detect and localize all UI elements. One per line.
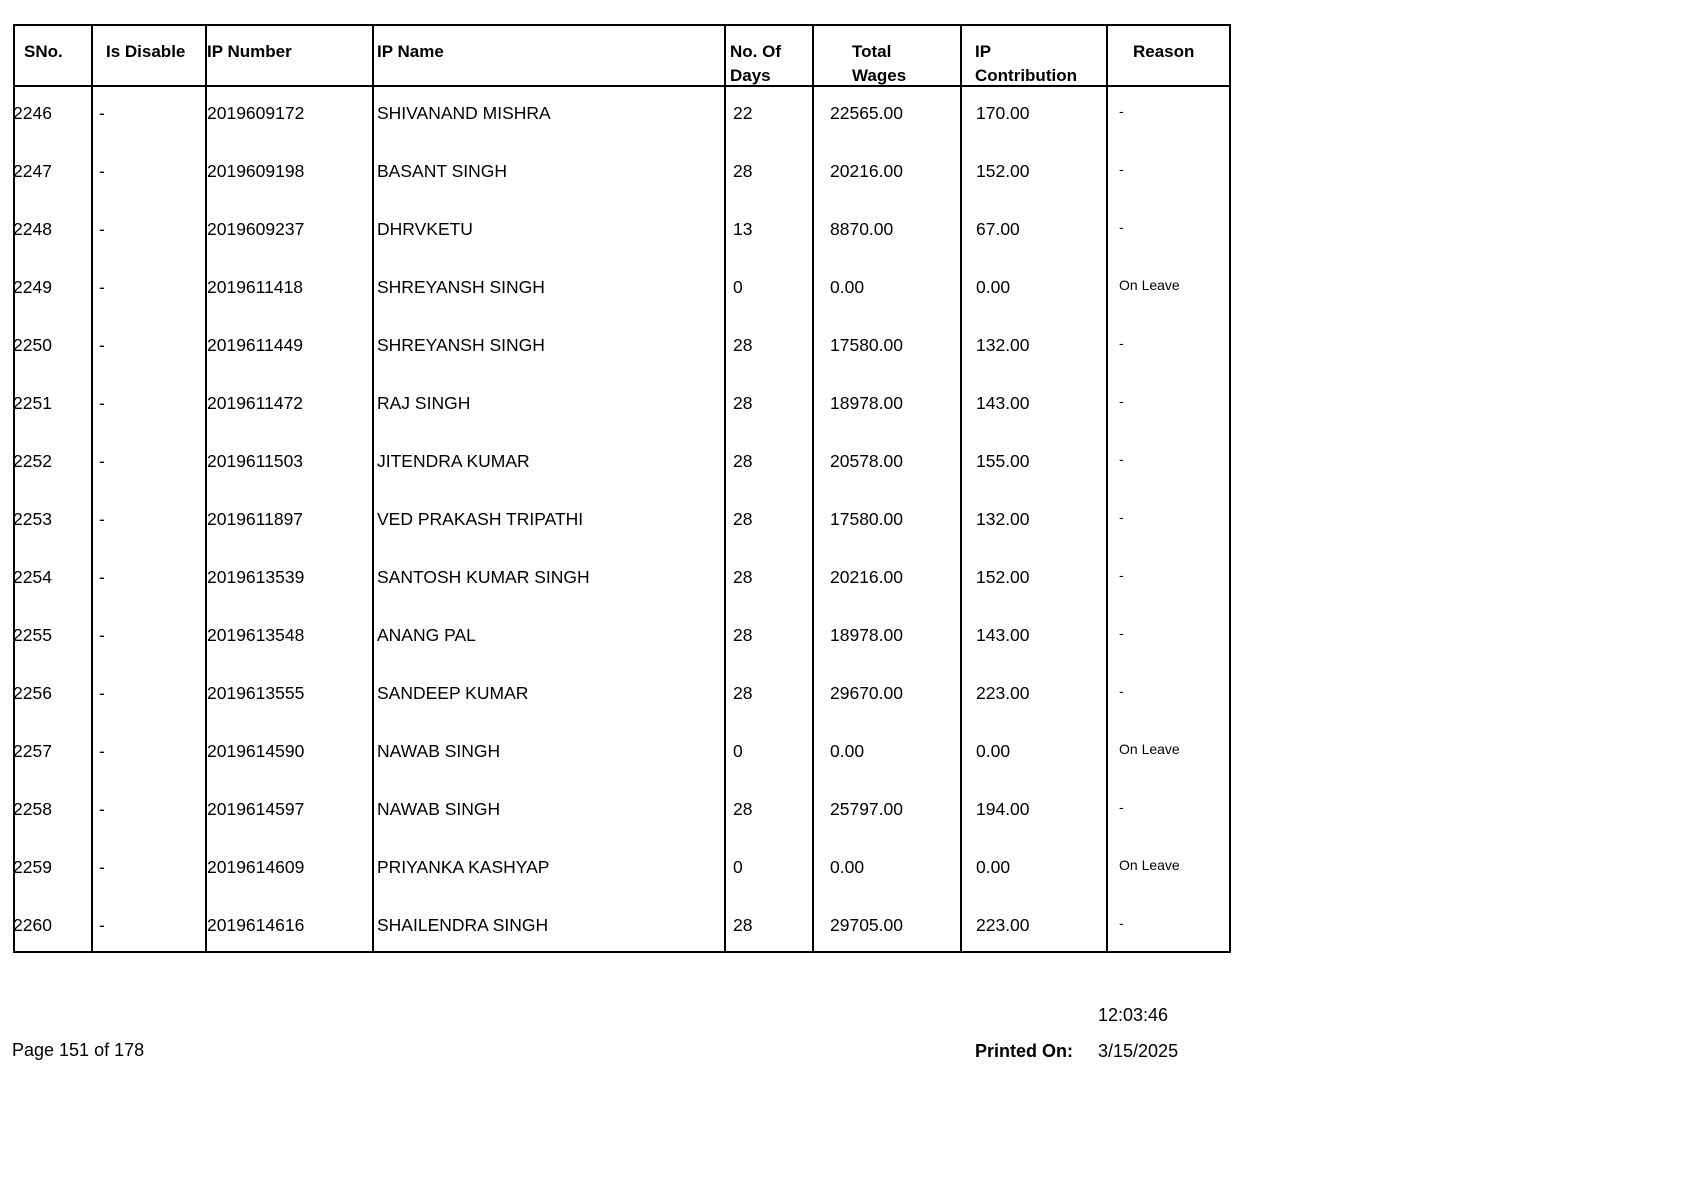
cell-no-of-days: 0 <box>733 741 743 761</box>
cell-ip-contribution: 194.00 <box>976 799 1030 819</box>
cell-is-disable: - <box>99 509 105 529</box>
table-row <box>15 789 1229 847</box>
cell-sno: 2257 <box>13 741 52 761</box>
cell-total-wages: 18978.00 <box>830 625 903 645</box>
cell-ip-name: SHREYANSH SINGH <box>377 335 545 355</box>
table-row <box>15 441 1229 499</box>
cell-ip-number: 2019613548 <box>207 625 305 645</box>
cell-is-disable: - <box>99 567 105 587</box>
printed-on-label: Printed On: <box>975 1041 1073 1061</box>
cell-no-of-days: 28 <box>733 567 753 587</box>
cell-ip-contribution: 152.00 <box>976 567 1030 587</box>
cell-ip-number: 2019613539 <box>207 567 305 587</box>
cell-ip-number: 2019609172 <box>207 103 305 123</box>
cell-ip-number: 2019614590 <box>207 741 305 761</box>
cell-reason: - <box>1119 451 1124 467</box>
cell-ip-contribution: 67.00 <box>976 219 1020 239</box>
cell-no-of-days: 13 <box>733 219 753 239</box>
cell-ip-number: 2019614609 <box>207 857 305 877</box>
cell-no-of-days: 0 <box>733 277 743 297</box>
ip-contribution-table <box>13 24 1231 953</box>
cell-reason: - <box>1119 683 1124 699</box>
cell-ip-name: RAJ SINGH <box>377 393 471 413</box>
cell-sno: 2256 <box>13 683 52 703</box>
cell-total-wages: 20578.00 <box>830 451 903 471</box>
header-ip-contribution-line-2: Contribution <box>975 66 1077 85</box>
table-row <box>15 905 1229 963</box>
cell-is-disable: - <box>99 625 105 645</box>
cell-no-of-days: 0 <box>733 857 743 877</box>
cell-ip-number: 2019611449 <box>207 335 304 355</box>
cell-sno: 2247 <box>13 161 52 181</box>
header-ip-contribution <box>975 26 1077 85</box>
header-is-disable <box>106 26 185 85</box>
header-is-disable-label: Is Disable <box>106 42 186 61</box>
cell-total-wages: 8870.00 <box>830 219 894 239</box>
cell-reason: - <box>1119 393 1124 409</box>
cell-no-of-days: 28 <box>733 915 753 935</box>
header-total-wages-line-2: Wages <box>852 66 907 85</box>
cell-ip-name: DHRVKETU <box>377 219 473 239</box>
cell-is-disable: - <box>99 741 105 761</box>
cell-ip-name: BASANT SINGH <box>377 161 507 181</box>
cell-sno: 2255 <box>13 625 52 645</box>
cell-ip-contribution: 132.00 <box>976 335 1030 355</box>
table-row <box>15 615 1229 673</box>
cell-total-wages: 0.00 <box>830 741 865 761</box>
cell-ip-name: NAWAB SINGH <box>377 799 501 819</box>
table-row <box>15 151 1229 209</box>
cell-ip-contribution: 223.00 <box>976 915 1030 935</box>
cell-reason: - <box>1119 625 1124 641</box>
header-reason-label: Reason <box>1133 42 1195 61</box>
cell-ip-contribution: 143.00 <box>976 393 1030 413</box>
cell-ip-name: SANDEEP KUMAR <box>377 683 529 703</box>
cell-total-wages: 25797.00 <box>830 799 903 819</box>
cell-ip-name: SHREYANSH SINGH <box>377 277 545 297</box>
cell-ip-contribution: 0.00 <box>976 857 1011 877</box>
header-sno-label: SNo. <box>24 42 63 61</box>
table-row <box>15 847 1229 905</box>
cell-is-disable: - <box>99 335 105 355</box>
cell-is-disable: - <box>99 451 105 471</box>
cell-no-of-days: 28 <box>733 799 753 819</box>
cell-reason: - <box>1119 567 1124 583</box>
header-no-of-days-line-1: No. Of <box>730 42 781 61</box>
cell-total-wages: 18978.00 <box>830 393 903 413</box>
cell-reason: - <box>1119 509 1124 525</box>
header-reason <box>1133 26 1194 85</box>
table-row <box>15 209 1229 267</box>
cell-no-of-days: 28 <box>733 393 753 413</box>
header-ip-number-label: IP Number <box>207 42 292 61</box>
header-ip-number <box>207 26 292 85</box>
cell-reason: On Leave <box>1119 277 1180 293</box>
cell-ip-number: 2019611503 <box>207 451 304 471</box>
cell-reason: - <box>1119 103 1124 119</box>
cell-is-disable: - <box>99 219 105 239</box>
header-ip-contribution-line-1: IP <box>975 42 992 61</box>
cell-ip-name: JITENDRA KUMAR <box>377 451 530 471</box>
cell-is-disable: - <box>99 277 105 297</box>
cell-total-wages: 29670.00 <box>830 683 903 703</box>
cell-ip-name: NAWAB SINGH <box>377 741 501 761</box>
header-no-of-days-line-2: Days <box>730 66 771 85</box>
page-number: Page 151 of 178 <box>12 1040 145 1060</box>
cell-no-of-days: 22 <box>733 103 753 123</box>
cell-is-disable: - <box>99 393 105 413</box>
cell-ip-number: 2019613555 <box>207 683 305 703</box>
header-ip-name <box>377 26 444 85</box>
cell-total-wages: 29705.00 <box>830 915 903 935</box>
table-row <box>15 673 1229 731</box>
cell-sno: 2258 <box>13 799 52 819</box>
cell-ip-name: SANTOSH KUMAR SINGH <box>377 567 590 587</box>
cell-total-wages: 0.00 <box>830 857 865 877</box>
cell-sno: 2248 <box>13 219 52 239</box>
cell-no-of-days: 28 <box>733 451 753 471</box>
cell-ip-contribution: 152.00 <box>976 161 1030 181</box>
cell-sno: 2246 <box>13 103 52 123</box>
table-row <box>15 93 1229 151</box>
cell-ip-number: 2019609198 <box>207 161 305 181</box>
cell-sno: 2253 <box>13 509 52 529</box>
cell-reason: On Leave <box>1119 857 1180 873</box>
cell-reason: - <box>1119 219 1124 235</box>
header-total-wages-line-1: Total <box>852 42 892 61</box>
cell-ip-contribution: 170.00 <box>976 103 1030 123</box>
cell-ip-number: 2019614597 <box>207 799 305 819</box>
cell-sno: 2250 <box>13 335 52 355</box>
cell-sno: 2251 <box>13 393 52 413</box>
cell-ip-name: ANANG PAL <box>377 625 476 645</box>
cell-is-disable: - <box>99 799 105 819</box>
cell-ip-name: PRIYANKA KASHYAP <box>377 857 550 877</box>
cell-ip-number: 2019609237 <box>207 219 305 239</box>
cell-is-disable: - <box>99 857 105 877</box>
printed-time: 12:03:46 <box>1098 1005 1169 1025</box>
cell-no-of-days: 28 <box>733 509 753 529</box>
cell-total-wages: 17580.00 <box>830 335 903 355</box>
cell-is-disable: - <box>99 161 105 181</box>
printed-date: 3/15/2025 <box>1098 1041 1179 1061</box>
cell-reason: - <box>1119 335 1124 351</box>
table-row <box>15 267 1229 325</box>
cell-ip-contribution: 0.00 <box>976 277 1011 297</box>
cell-sno: 2259 <box>13 857 52 877</box>
cell-total-wages: 17580.00 <box>830 509 903 529</box>
cell-sno: 2252 <box>13 451 52 471</box>
cell-sno: 2254 <box>13 567 52 587</box>
cell-ip-name: SHAILENDRA SINGH <box>377 915 549 935</box>
cell-ip-name: SHIVANAND MISHRA <box>377 103 551 123</box>
header-sno <box>24 26 63 85</box>
header-ip-name-label: IP Name <box>377 42 444 61</box>
cell-total-wages: 20216.00 <box>830 567 903 587</box>
cell-ip-number: 2019614616 <box>207 915 305 935</box>
table-row <box>15 557 1229 615</box>
cell-no-of-days: 28 <box>733 161 753 181</box>
cell-total-wages: 20216.00 <box>830 161 903 181</box>
cell-reason: - <box>1119 799 1124 815</box>
cell-ip-name: VED PRAKASH TRIPATHI <box>377 509 584 529</box>
cell-ip-number: 2019611418 <box>207 277 304 297</box>
cell-sno: 2260 <box>13 915 52 935</box>
cell-reason: On Leave <box>1119 741 1180 757</box>
table-row <box>15 383 1229 441</box>
cell-is-disable: - <box>99 915 105 935</box>
cell-ip-number: 2019611472 <box>207 393 304 413</box>
table-row <box>15 499 1229 557</box>
table-row <box>15 731 1229 789</box>
cell-sno: 2249 <box>13 277 52 297</box>
cell-no-of-days: 28 <box>733 625 753 645</box>
cell-no-of-days: 28 <box>733 335 753 355</box>
cell-ip-contribution: 143.00 <box>976 625 1030 645</box>
cell-reason: - <box>1119 915 1124 931</box>
header-total-wages <box>852 26 906 85</box>
cell-ip-number: 2019611897 <box>207 509 304 529</box>
cell-ip-contribution: 155.00 <box>976 451 1030 471</box>
header-no-of-days <box>730 26 781 85</box>
cell-total-wages: 0.00 <box>830 277 865 297</box>
cell-is-disable: - <box>99 103 105 123</box>
table-row <box>15 325 1229 383</box>
cell-ip-contribution: 0.00 <box>976 741 1011 761</box>
cell-ip-contribution: 223.00 <box>976 683 1030 703</box>
cell-no-of-days: 28 <box>733 683 753 703</box>
cell-is-disable: - <box>99 683 105 703</box>
cell-reason: - <box>1119 161 1124 177</box>
cell-ip-contribution: 132.00 <box>976 509 1030 529</box>
cell-total-wages: 22565.00 <box>830 103 903 123</box>
